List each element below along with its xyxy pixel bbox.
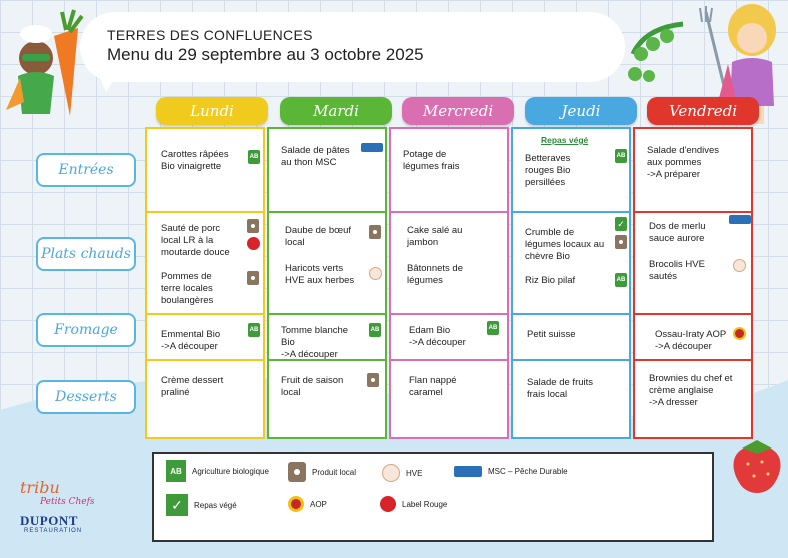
aop-icon — [733, 327, 746, 340]
row-label-entrees: Entrées — [36, 153, 136, 187]
cell-fromage — [147, 313, 263, 359]
local-product-icon — [367, 373, 379, 387]
tab-jeudi: Jeudi — [525, 97, 637, 125]
dish-mercredi-plat-1: Cake salé au jambon — [407, 225, 463, 248]
msc-icon — [454, 466, 482, 477]
bio-icon: AB — [615, 149, 627, 163]
bio-icon: AB — [487, 321, 499, 335]
dish-mercredi-plat-2: Bâtonnets de légumes — [407, 263, 463, 286]
row-label-desserts: Desserts — [36, 380, 136, 414]
column-mercredi — [389, 127, 509, 439]
bio-icon: AB — [615, 273, 627, 287]
dish-vendredi-plat-1: Dos de merlu sauce aurore — [649, 221, 706, 244]
dish-lundi-entree: Carottes râpées Bio vinaigrette — [161, 149, 229, 172]
cell-dessert — [269, 359, 385, 437]
dish-vendredi-plat-2: Brocolis HVE sautés — [649, 259, 705, 282]
cell-fromage — [391, 313, 507, 359]
bio-icon: AB — [248, 150, 260, 164]
legend-bio: AB Agriculture biologique — [166, 460, 269, 482]
veg-icon: ✓ — [166, 494, 188, 516]
dish-mercredi-dessert: Flan nappé caramel — [409, 375, 457, 398]
cell-plats — [635, 211, 751, 313]
dish-vendredi-entree: Salade d'endives aux pommes ->A préparer — [647, 145, 720, 180]
cell-plats — [269, 211, 385, 313]
dish-jeudi-entree: Betteraves rouges Bio persillées — [525, 153, 571, 188]
cell-entrees — [391, 129, 507, 211]
cell-plats — [147, 211, 263, 313]
legend-hve: HVE — [382, 464, 422, 482]
cell-plats — [391, 211, 507, 313]
tab-mercredi: Mercredi — [402, 97, 514, 125]
bio-icon: AB — [248, 323, 260, 337]
msc-icon — [361, 143, 383, 152]
dish-jeudi-plat-2: Riz Bio pilaf — [525, 275, 576, 286]
dupont-logo: DUPONT — [20, 513, 78, 528]
menu-dates: Menu du 29 septembre au 3 octobre 2025 — [107, 45, 424, 64]
local-product-icon — [369, 225, 381, 239]
tab-vendredi: Vendredi — [647, 97, 759, 125]
dish-lundi-plat-1: Sauté de porc local LR à la moutarde douce — [161, 223, 230, 258]
row-label-fromage: Fromage — [36, 313, 136, 347]
dish-mardi-plat-2: Haricots verts HVE aux herbes — [285, 263, 355, 286]
cell-entrees — [513, 129, 629, 211]
dish-mercredi-entree: Potage de légumes frais — [403, 149, 460, 172]
legend-msc: MSC – Pêche Durable — [454, 466, 568, 477]
strawberry-illustration — [728, 436, 786, 502]
veg-icon — [615, 217, 627, 231]
dish-mardi-entree: Salade de pâtes au thon MSC — [281, 145, 350, 168]
peas-illustration — [625, 14, 691, 84]
tab-lundi: Lundi — [156, 97, 268, 125]
dish-mardi-dessert: Fruit de saison local — [281, 375, 344, 398]
petits-chefs-logo: Petits Chefs — [40, 497, 95, 507]
tab-mardi: Mardi — [280, 97, 392, 125]
veg-meal-note: Repas végé — [541, 135, 589, 145]
menu-title: TERRES DES CONFLUENCES — [107, 27, 313, 43]
local-product-icon — [247, 271, 259, 285]
column-vendredi — [633, 127, 753, 439]
aop-icon — [288, 496, 304, 512]
row-label-plats-chauds: Plats chauds — [36, 237, 136, 271]
label-rouge-icon — [247, 237, 260, 250]
legend-local: Produit local — [288, 462, 356, 482]
cell-entrees — [269, 129, 385, 211]
local-product-icon — [247, 219, 259, 233]
legend-aop: AOP — [288, 496, 327, 512]
dish-vendredi-fromage: Ossau-Iraty AOP ->A découper — [655, 329, 727, 352]
header-bubble-tail — [96, 70, 120, 92]
tribu-logo: tribu — [20, 478, 60, 497]
cell-dessert — [635, 359, 751, 437]
carrot-kid-illustration — [4, 6, 88, 116]
dish-mardi-plat-1: Daube de bœuf local — [285, 225, 352, 248]
cell-entrees — [635, 129, 751, 211]
cell-dessert — [513, 359, 629, 437]
label-rouge-icon — [380, 496, 396, 512]
cell-plats — [513, 211, 629, 313]
column-jeudi — [511, 127, 631, 439]
dish-lundi-fromage: Emmental Bio ->A découper — [161, 329, 221, 352]
cell-fromage — [269, 313, 385, 359]
dish-lundi-plat-2: Pommes de terre locales boulangères — [161, 271, 214, 306]
dish-vendredi-dessert: Brownies du chef et crème anglaise ->A dresser — [649, 373, 733, 408]
bio-icon: AB — [369, 323, 381, 337]
hve-icon — [382, 464, 400, 482]
cell-fromage — [635, 313, 751, 359]
dish-jeudi-dessert: Salade de fruits frais local — [527, 377, 594, 400]
legend-box — [152, 452, 714, 542]
dish-lundi-dessert: Crème dessert praliné — [161, 375, 224, 398]
cell-entrees — [147, 129, 263, 211]
restauration-logo-text: RESTAURATION — [24, 528, 83, 534]
dish-jeudi-fromage: Petit suisse — [527, 329, 576, 340]
cell-fromage — [513, 313, 629, 359]
legend-label-rouge: Label Rouge — [380, 496, 447, 512]
cell-dessert — [147, 359, 263, 437]
legend-veg: ✓ Repas végé — [166, 494, 237, 516]
hve-icon — [733, 259, 746, 272]
hve-icon — [369, 267, 382, 280]
local-product-icon — [288, 462, 306, 482]
local-product-icon — [615, 235, 627, 249]
cell-dessert — [391, 359, 507, 437]
msc-icon — [729, 215, 751, 224]
bio-icon: AB — [166, 460, 186, 482]
dish-jeudi-plat-1: Crumble de légumes locaux au chèvre Bio — [525, 227, 605, 262]
dish-mardi-fromage: Tomme blanche Bio ->A découper — [281, 325, 349, 360]
column-lundi — [145, 127, 265, 439]
column-mardi — [267, 127, 387, 439]
dish-mercredi-fromage: Edam Bio ->A découper — [409, 325, 466, 348]
